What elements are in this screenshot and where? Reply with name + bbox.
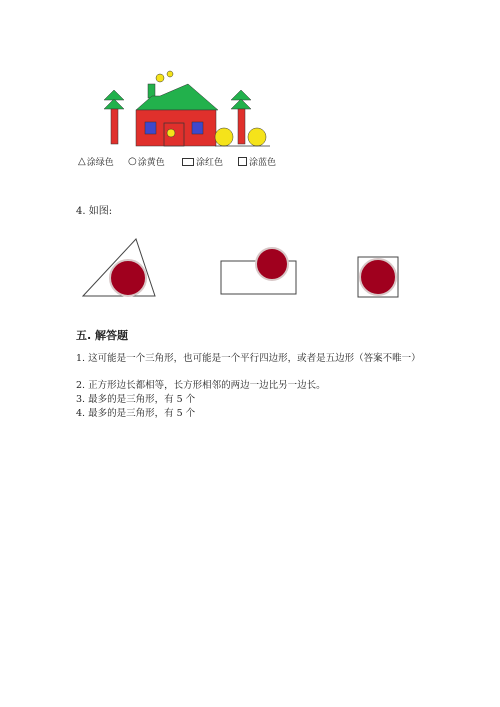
legend-item-yellow <box>128 155 165 168</box>
legend-label: 涂绿色 <box>86 158 114 168</box>
rectangle-with-circle <box>221 248 296 294</box>
yellow-ball-1 <box>215 128 233 146</box>
circle-icon: ○ <box>128 156 137 167</box>
house-window-right <box>192 122 203 134</box>
door-knob <box>167 129 175 137</box>
rectangle-icon <box>182 158 194 166</box>
triangle-with-circle <box>83 239 155 296</box>
answer-3: 3. 最多的是三角形，有 5 个 <box>76 394 196 405</box>
legend-label: 涂黄色 <box>137 158 165 168</box>
legend-item-red <box>182 155 223 168</box>
smoke-circle-1 <box>156 74 164 82</box>
section-title: 五. 解答题 <box>76 329 129 342</box>
left-tree <box>104 90 124 144</box>
square-icon <box>238 157 247 166</box>
legend-label: 涂红色 <box>196 158 224 168</box>
legend-item-green <box>78 155 114 168</box>
answer-4: 4. 最多的是三角形，有 5 个 <box>76 408 196 419</box>
square-with-circle <box>358 257 398 297</box>
legend-item-blue <box>238 155 276 168</box>
triangle-icon: △ <box>78 156 86 167</box>
smoke-circle-2 <box>167 71 173 77</box>
yellow-ball-2 <box>248 128 266 146</box>
shapes-figure <box>80 236 410 306</box>
answer-2: 2. 正方形边长都相等，长方形相邻的两边一边比另一边长。 <box>76 380 326 391</box>
question-4-label: 4. 如图: <box>76 206 113 217</box>
house-illustration <box>100 70 280 150</box>
answer-1: 1. 这可能是一个三角形，也可能是一个平行四边形，或者是五边形（答案不唯一） <box>76 353 421 364</box>
house-window-left <box>145 122 156 134</box>
legend-label: 涂蓝色 <box>249 158 277 168</box>
